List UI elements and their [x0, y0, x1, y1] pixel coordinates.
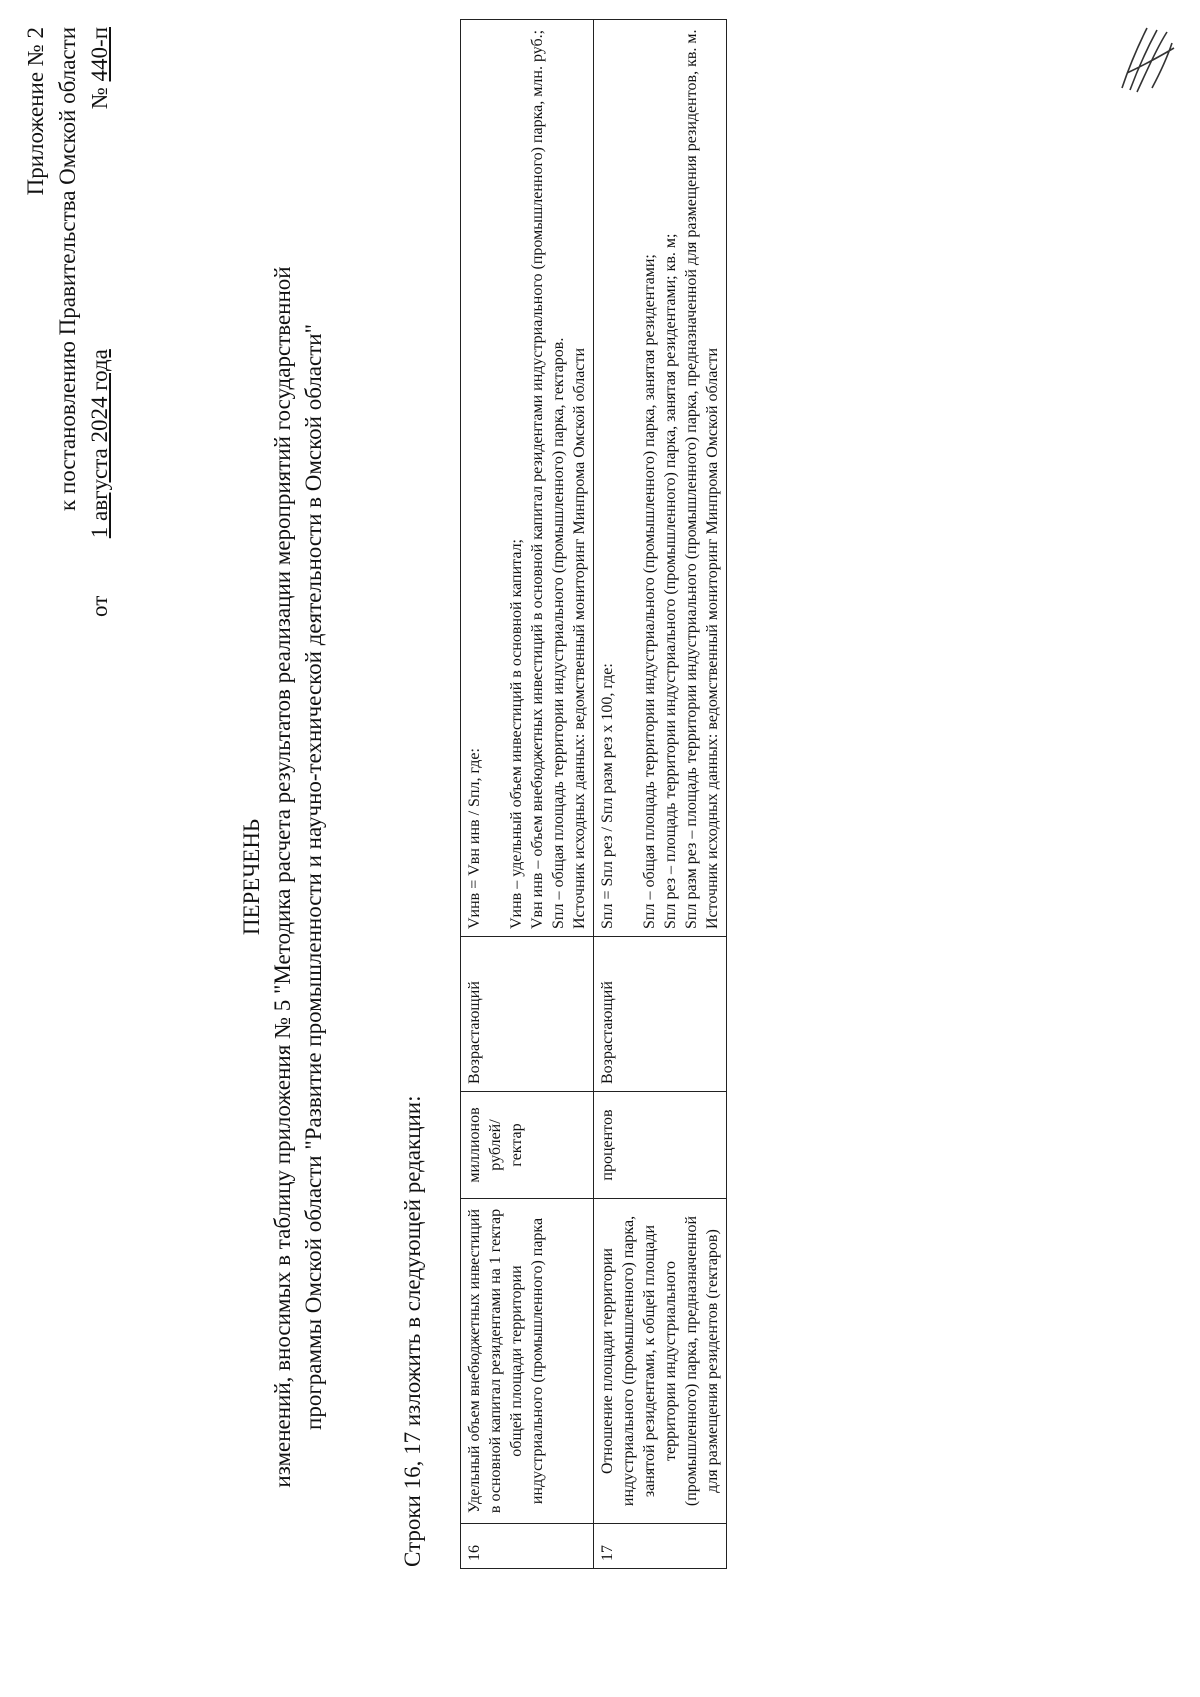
direction: Возрастающий — [594, 937, 727, 1092]
formula: Sпл = Sпл рез / Sпл разм рез х 100, где: — [599, 663, 616, 929]
table-row — [461, 20, 594, 1569]
data-source: Источник исходных данных: ведомственный мониторинг Минпрома Омской области — [571, 347, 588, 929]
indicator-name: Отношение площади территории индустриального (промышленного) парка, занятой резидентами, к общей площади территории индустриального (промышленного) парка, предназначенной для размещения резидентов (гектаров) — [594, 1199, 727, 1524]
definition: Sпл рез – площадь территории индустриального (промышленного) парка, занятая резидентами; кв. м; — [662, 233, 679, 929]
decree-number: 440-п — [87, 27, 112, 82]
formula: Vинв = Vвн инв / Sпл, где: — [466, 748, 483, 929]
definition: Vвн инв – объем внебюджетных инвестиций в основной капитал резидентами индустриального (промышленного) парка, млн. руб.; — [529, 29, 546, 929]
document-title — [236, 177, 329, 1577]
table-row — [594, 20, 727, 1569]
definition: Vинв – удельный объем инвестиций в основной капитал; — [508, 539, 525, 929]
indicator-name: Удельный объем внебюджетных инвестиций в основной капитал резидентами на 1 гектар общей площади территории индустриального (промышленного) парка — [461, 1199, 594, 1524]
decree-reference: к постановлению Правительства Омской области — [55, 27, 80, 511]
data-source: Источник исходных данных: ведомственный мониторинг Минпрома Омской области — [704, 347, 721, 929]
definition: Sпл – общая площадь территории индустриального (промышленного) парка, занятая резидентами; — [641, 254, 658, 929]
title-line-2: программы Омской области "Развитие промышленности и научно-технической деятельности в Омской области" — [301, 324, 326, 1430]
lead-text: Строки 16, 17 изложить в следующей редакции: — [400, 1095, 425, 1567]
title-heading: ПЕРЕЧЕНЬ — [239, 818, 264, 936]
document-header — [20, 27, 116, 617]
from-label: от — [87, 595, 112, 617]
row-number: 17 — [594, 1524, 727, 1569]
direction: Возрастающий — [461, 937, 594, 1092]
decree-date: 1 августа 2024 года — [87, 349, 112, 539]
unit-of-measure: процентов — [594, 1092, 727, 1199]
title-line-1: изменений, вносимых в таблицу приложения № 5 "Методика расчета результатов реализации мероприятий государственной — [270, 266, 295, 1488]
definition: Sпл разм рез – площадь территории индустриального (промышленного) парка, предназначенной для размещения резидентов, кв. м. — [683, 29, 700, 929]
formula-cell — [594, 20, 727, 937]
definition: Sпл – общая площадь территории индустриального (промышленного) парка, гектаров. — [550, 337, 567, 929]
number-label: № — [87, 87, 112, 110]
appendix-label: Приложение № 2 — [23, 27, 48, 196]
row-number: 16 — [461, 1524, 594, 1569]
unit-of-measure: миллионов рублей/ гектар — [461, 1092, 594, 1199]
formula-cell — [461, 20, 594, 937]
rows-table — [460, 19, 727, 1569]
